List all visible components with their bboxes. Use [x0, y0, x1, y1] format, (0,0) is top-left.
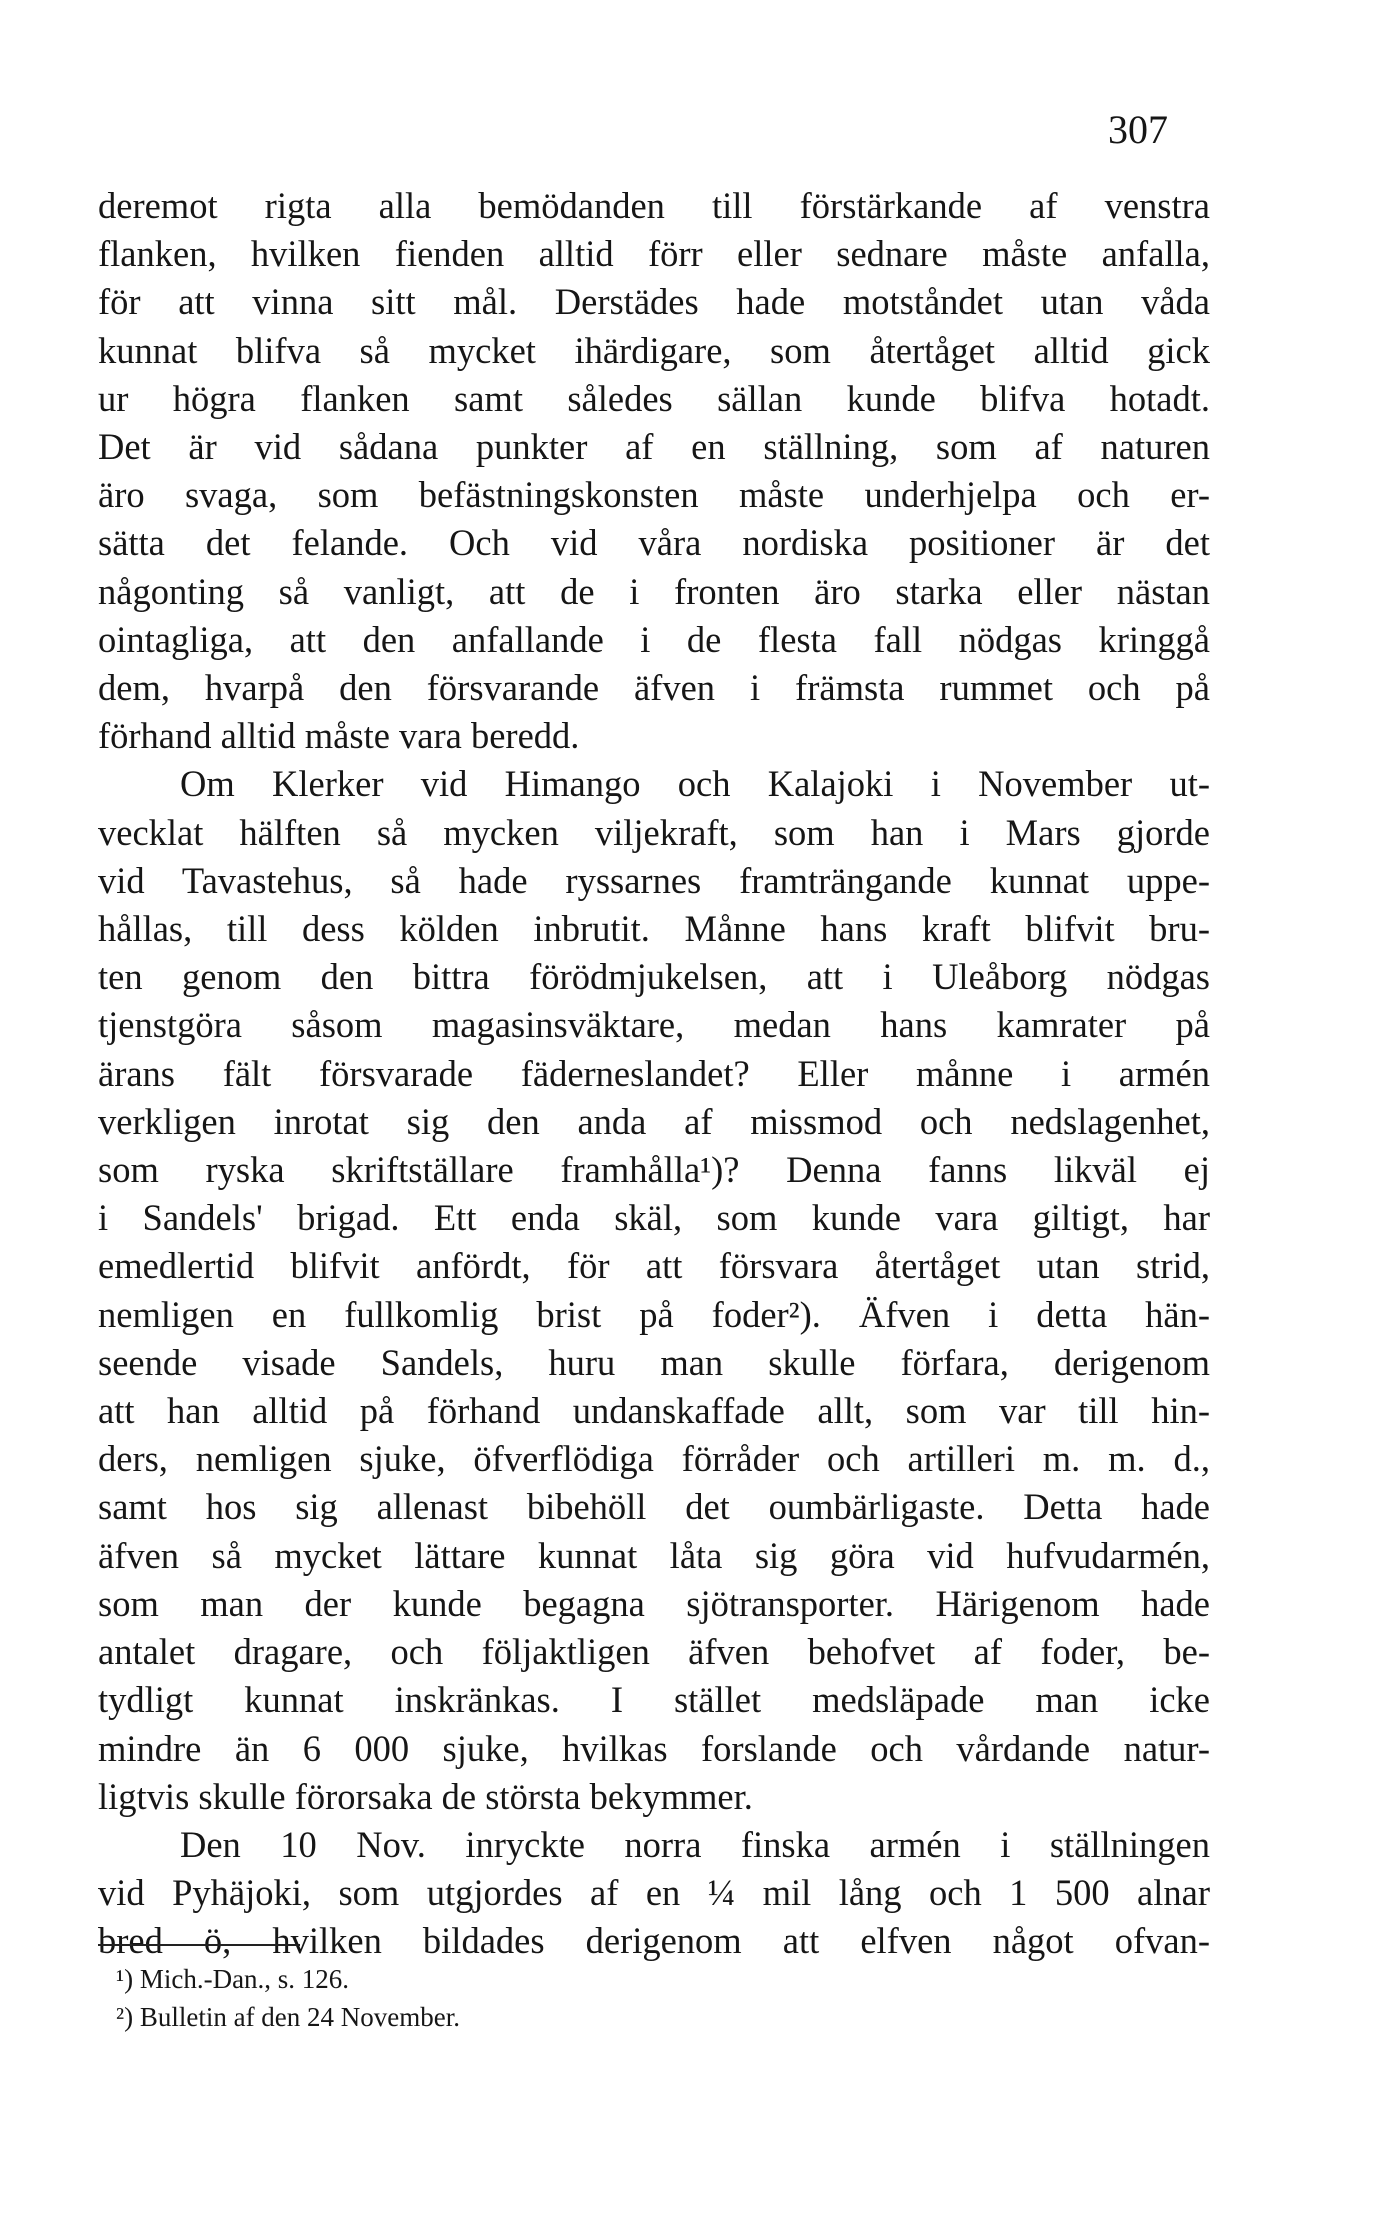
text-line: att han alltid på förhand undanskaffade allt, som var till hin-	[98, 1390, 1210, 1432]
text-line: samt hos sig allenast bibehöll det oumbärligaste. Detta hade	[98, 1486, 1210, 1528]
footnote-2: ²) Bulletin af den 24 November.	[116, 2002, 461, 2032]
text-line: ur högra flanken samt således sällan kunde blifva hotadt.	[98, 377, 1210, 419]
text-line: ten genom den bittra förödmjukelsen, att i Uleåborg nödgas	[98, 956, 1210, 998]
text-line: verkligen inrotat sig den anda af missmod och nedslagenhet,	[98, 1100, 1210, 1142]
text-line: tydligt kunnat inskränkas. I stället medsläpade man icke	[98, 1679, 1210, 1721]
text-line: vecklat hälften så mycken viljekraft, som han i Mars gjorde	[98, 811, 1210, 853]
text-line: kunnat blifva så mycket ihärdigare, som återtåget alltid gick	[98, 329, 1210, 371]
footnote-divider	[98, 1944, 300, 1946]
text-line: dem, hvarpå den försvarande äfven i främsta rummet och på	[98, 667, 1210, 709]
text-line: emedlertid blifvit anfördt, för att försvara återtåget utan strid,	[98, 1245, 1210, 1287]
text-line: som man der kunde begagna sjötransporter. Härigenom hade	[98, 1582, 1210, 1624]
text-line: ärans fält försvarade fäderneslandet? Eller månne i armén	[98, 1052, 1210, 1094]
text-line: vid Pyhäjoki, som utgjordes af en ¼ mil lång och 1 500 alnar	[98, 1872, 1210, 1914]
text-line: äfven så mycket lättare kunnat låta sig göra vid hufvudarmén,	[98, 1534, 1210, 1576]
text-line: förhand alltid måste vara beredd.	[98, 715, 580, 757]
page-number: 307	[1108, 107, 1168, 152]
text-line: i Sandels' brigad. Ett enda skäl, som kunde vara giltigt, har	[98, 1197, 1210, 1239]
text-line: mindre än 6 000 sjuke, hvilkas forslande och vårdande natur-	[98, 1727, 1210, 1769]
footnote-1: ¹) Mich.-Dan., s. 126.	[116, 1964, 350, 1994]
text-line: bred ö, hvilken bildades derigenom att elfven något ofvan-	[98, 1920, 1210, 1962]
text-line: ointagliga, att den anfallande i de flesta fall nödgas kringgå	[98, 618, 1210, 660]
footnotes	[116, 1960, 460, 2036]
text-line: någonting så vanligt, att de i fronten äro starka eller nästan	[98, 570, 1210, 612]
text-line: antalet dragare, och följaktligen äfven behofvet af foder, be-	[98, 1631, 1210, 1673]
text-line: sätta det felande. Och vid våra nordiska positioner är det	[98, 522, 1210, 564]
text-line: Det är vid sådana punkter af en ställning, som af naturen	[98, 426, 1210, 468]
text-line: vid Tavastehus, så hade ryssarnes framträngande kunnat uppe-	[98, 859, 1210, 901]
text-line: Den 10 Nov. inryckte norra finska armén i ställningen	[180, 1823, 1210, 1865]
text-line: tjenstgöra såsom magasinsväktare, medan hans kamrater på	[98, 1004, 1210, 1046]
text-line: deremot rigta alla bemödanden till förstärkande af venstra	[98, 185, 1210, 226]
body-text	[98, 182, 1210, 1966]
paragraph-2	[98, 760, 1210, 1820]
text-line: ligtvis skulle förorsaka de största bekymmer.	[98, 1775, 753, 1817]
text-line: flanken, hvilken fienden alltid förr eller sednare måste anfalla,	[98, 233, 1210, 275]
text-line: ders, nemligen sjuke, öfverflödiga förråder och artilleri m. m. d.,	[98, 1438, 1210, 1480]
text-line: äro svaga, som befästningskonsten måste underhjelpa och er-	[98, 474, 1210, 516]
text-line: hållas, till dess kölden inbrutit. Månne hans kraft blifvit bru-	[98, 908, 1210, 950]
text-line: Om Klerker vid Himango och Kalajoki i November ut-	[180, 763, 1210, 805]
text-line: som ryska skriftställare framhålla¹)? Denna fanns likväl ej	[98, 1149, 1210, 1191]
text-line: för att vinna sitt mål. Derstädes hade motståndet utan våda	[98, 281, 1210, 323]
paragraph-1	[98, 182, 1210, 760]
text-line: seende visade Sandels, huru man skulle förfara, derigenom	[98, 1341, 1210, 1383]
text-line: nemligen en fullkomlig brist på foder²). Äfven i detta hän-	[98, 1293, 1210, 1335]
